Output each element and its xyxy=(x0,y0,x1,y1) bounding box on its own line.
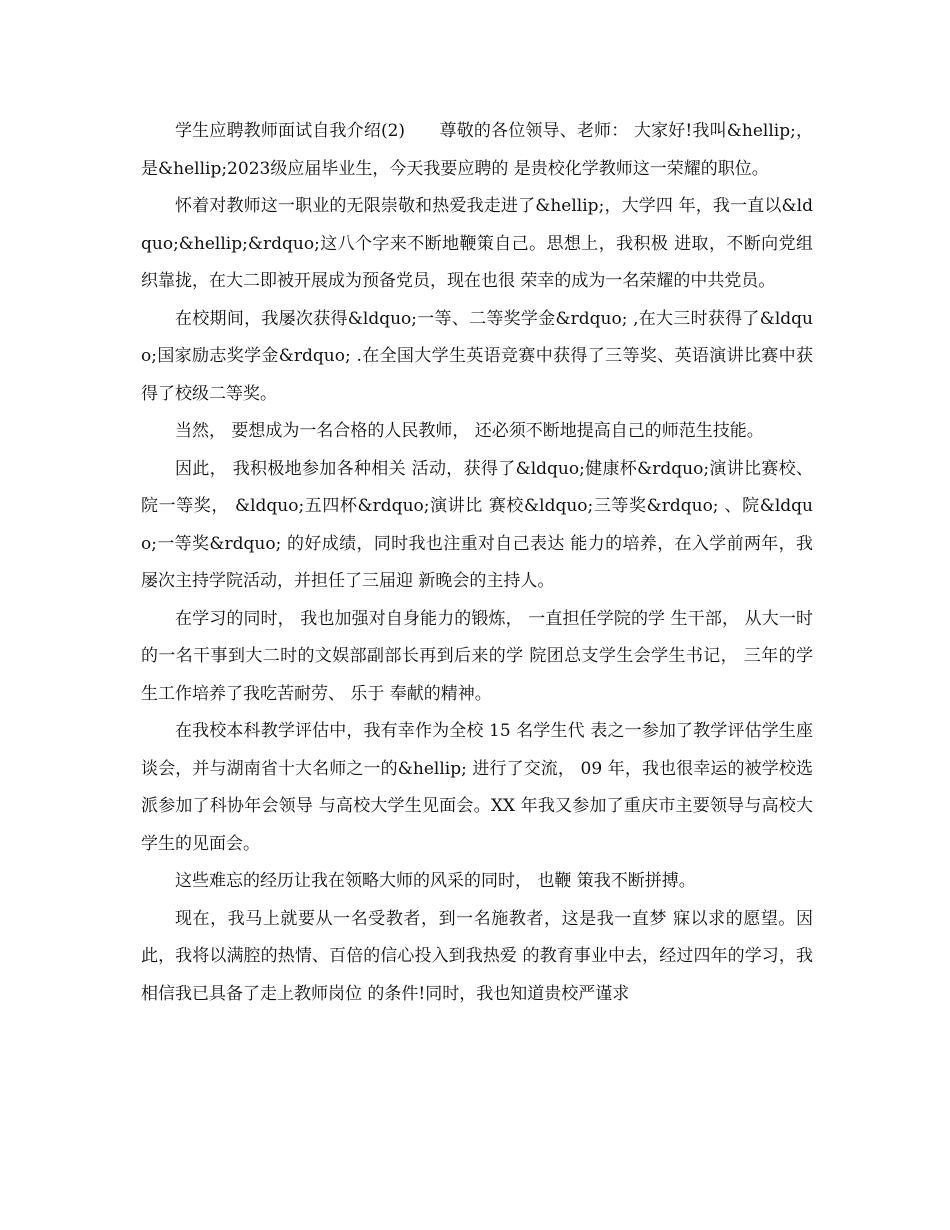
paragraph-3: 在校期间，我屡次获得&ldquo;一等、二等奖学金&rdquo; ,在大三时获得了&ldquo;国家励志奖学金&rdquo; .在全国大学生英语竞赛中获得了三等奖、英语演讲比赛中获得了校级二等奖。 xyxy=(141,308,813,404)
paragraph-9: 现在，我马上就要从一名受教者，到一名施教者，这是我一直梦 寐以求的愿望。因此，我将以满腔的热情、百倍的信心投入到我热爱 的教育事业中去，经过四年的学习，我相信我已具备了走上教师岗位 的条件!同时，我也知道贵校严谨求 xyxy=(141,908,813,1004)
paragraph-7: 在我校本科教学评估中，我有幸作为全校 15 名学生代 表之一参加了教学评估学生座谈会，并与湖南省十大名师之一的&hellip; 进行了交流， 09 年，我也很幸运的被学校选派参加了科协年会领导 与高校大学生见面会。XX 年我又参加了重庆市主要领导与高校大 学生的见面会。 xyxy=(141,721,813,854)
paragraph-1: 学生应聘教师面试自我介绍(2) 尊敬的各位领导、老师： 大家好!我叫&hellip;，是&hellip;2023级应届毕业生，今天我要应聘的 是贵校化学教师这一荣耀的职位。 xyxy=(141,121,813,179)
paragraph-6: 在学习的同时， 我也加强对自身能力的锻炼， 一直担任学院的学 生干部， 从大一时的一名干事到大二时的文娱部副部长再到后来的学 院团总支学生会学生书记， 三年的学生工作培养了我吃苦耐劳、 乐于 奉献的精神。 xyxy=(141,608,813,704)
paragraph-2: 怀着对教师这一职业的无限崇敬和热爱我走进了&hellip;，大学四 年，我一直以&ldquo;&hellip;&rdquo;这八个字来不断地鞭策自己。思想上，我积极 进取，不断向党组织靠拢，在大二即被开展成为预备党员，现在也很 荣幸的成为一名荣耀的中共党员。 xyxy=(141,196,813,291)
paragraph-8: 这些难忘的经历让我在领略大师的风采的同时， 也鞭 策我不断拼搏。 xyxy=(175,871,696,891)
paragraph-5: 因此， 我积极地参加各种相关 活动，获得了&ldquo;健康杯&rdquo;演讲比赛校、院一等奖， &ldquo;五四杯&rdquo;演讲比 赛校&ldquo;三等奖&rdquo; 、院&ldquo;一等奖&rdquo; 的好成绩，同时我也注重对自己表达 能力的培养，在入学前两年，我屡次主持学院活动，并担任了三届迎 新晚会的主持人。 xyxy=(141,458,813,591)
document-page xyxy=(141,113,813,1013)
paragraph-4: 当然， 要想成为一名合格的人民教师， 还必须不断地提高自己的师范生技能。 xyxy=(175,421,764,441)
